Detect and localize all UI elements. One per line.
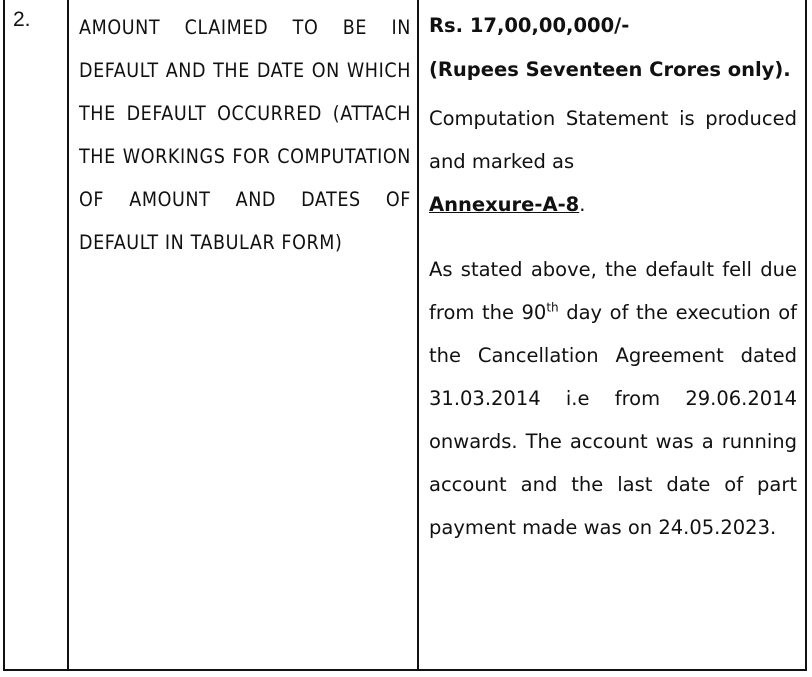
row-answer-cell [418,0,806,670]
default-explanation [429,248,797,549]
default-explanation-part2: day of the execution of the Cancellation Agreement dated 31.03.2014 i.e from 29.06.2014 onwards. The account was a running account and the last date of part payment made was on 24.05.2023. [429,301,797,539]
claim-details-table [3,0,807,671]
ordinal-suffix: th [546,300,559,315]
table-row [4,0,806,670]
computation-statement-text: Computation Statement is produced and marked as [429,107,797,173]
claimed-amount: Rs. 17,00,00,000/- [429,14,630,37]
claimed-amount-words: (Rupees Seventeen Crores only). [429,58,791,81]
row-description-cell [68,0,418,670]
annexure-suffix: . [579,193,586,216]
annexure-reference: Annexure-A-8 [429,193,580,216]
annexure-line [429,183,797,226]
row-number: 2. [13,8,31,31]
row-description: AMOUNT CLAIMED TO BE IN DEFAULT AND THE DATE ON WHICH THE DEFAULT OCCURRED (ATTACH THE WORKINGS FOR COMPUTATION OF AMOUNT AND DATES OF DEFAULT IN TABULAR FORM) [79,16,411,254]
default-explanation-part1: As stated above, the default fell due from the 90 [429,258,797,324]
